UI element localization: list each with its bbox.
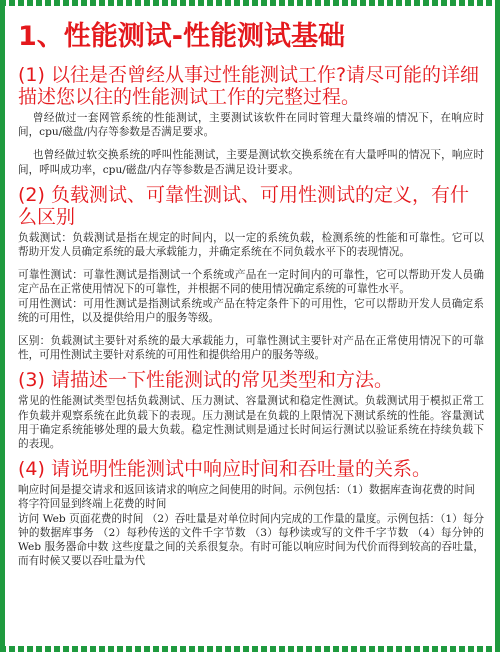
- question-2: (2) 负载测试、可靠性测试、可用性测试的定义，有什么区别: [18, 183, 469, 228]
- document-content: [18, 12, 484, 568]
- answer-4-paragraph-2: 将字符回显到终端上花费的时间: [18, 498, 167, 511]
- question-1: (1) 以往是否曾经从事过性能测试工作?请尽可能的详细描述您以往的性能测试工作的完整过程。: [18, 64, 480, 108]
- answer-1-paragraph-2: 也曾经做过软交换系统的呼叫性能测试，主要是测试软交换系统在有大量呼叫的情况下，响应时间，呼叫成功率，cpu/磁盘/内存等参数是否满足设计要求。: [18, 149, 484, 176]
- frame-top-border: [0, 0, 500, 6]
- answer-1-paragraph-1: 曾经做过一套网管系统的性能测试，主要测试该软件在同时管理大量终端的情况下，在响应时间，cpu/磁盘/内存等参数是否满足要求。: [18, 112, 484, 139]
- question-4: (4) 请说明性能测试中响应时间和吞吐量的关系。: [18, 458, 431, 481]
- answer-3-paragraph-1: 常见的性能测试类型包括负载测试、压力测试、容量测试和稳定性测试。负载测试用于模拟正常工作负载并观察系统在此负载下的表现。压力测试是在负载的上限情况下测试系统的性能。容量测试用于确定系统能够处理的最大负载。稳定性测试则是通过长时间运行测试以验证系统在持续负载下的表现。: [18, 395, 484, 451]
- answer-2-paragraph-2: 可靠性测试：可靠性测试是指测试一个系统或产品在一定时间内的可靠性，它可以帮助开发人员确定产品在正常使用情况下的可靠性，并根据不同的使用情况确定系统的可靠性水平。: [18, 269, 484, 296]
- answer-4-paragraph-3: 访问 Web 页面花费的时间 （2）吞吐量是对单位时间内完成的工作量的量度。示例包括：（1）每分钟的数据库事务 （2）每秒传送的文件千字节数 （3）每秒读或写的文件千字节数 （4）每分钟的 Web 服务器命中数 这些度量之间的关系很复杂。有时可能以响应时间为代价而得到较高的吞吐量，而有时候又要以吞吐量为代: [18, 512, 484, 568]
- answer-4-paragraph-1: 响应时间是提交请求和返回该请求的响应之间使用的时间。示例包括：（1）数据库查询花费的时间: [18, 484, 475, 497]
- page-title: 1、性能测试-性能测试基础: [18, 21, 345, 52]
- frame-bottom-border: [0, 646, 500, 652]
- question-3: (3) 请描述一下性能测试的常见类型和方法。: [18, 369, 393, 392]
- answer-2-paragraph-4: 区别：负载测试主要针对系统的最大承载能力，可靠性测试主要针对产品在正常使用情况下的可靠性，可用性测试主要针对系统的可用性和提供给用户的服务等级。: [18, 335, 484, 362]
- answer-2-paragraph-3: 可用性测试：可用性测试是指测试系统或产品在特定条件下的可用性，它可以帮助开发人员确定系统的可用性，以及提供给用户的服务等级。: [18, 297, 484, 324]
- answer-2-paragraph-1: 负载测试：负载测试是指在规定的时间内，以一定的系统负载，检测系统的性能和可靠性。它可以帮助开发人员确定系统的最大承载能力，并确定系统在不同负载水平下的表现情况。: [18, 231, 484, 259]
